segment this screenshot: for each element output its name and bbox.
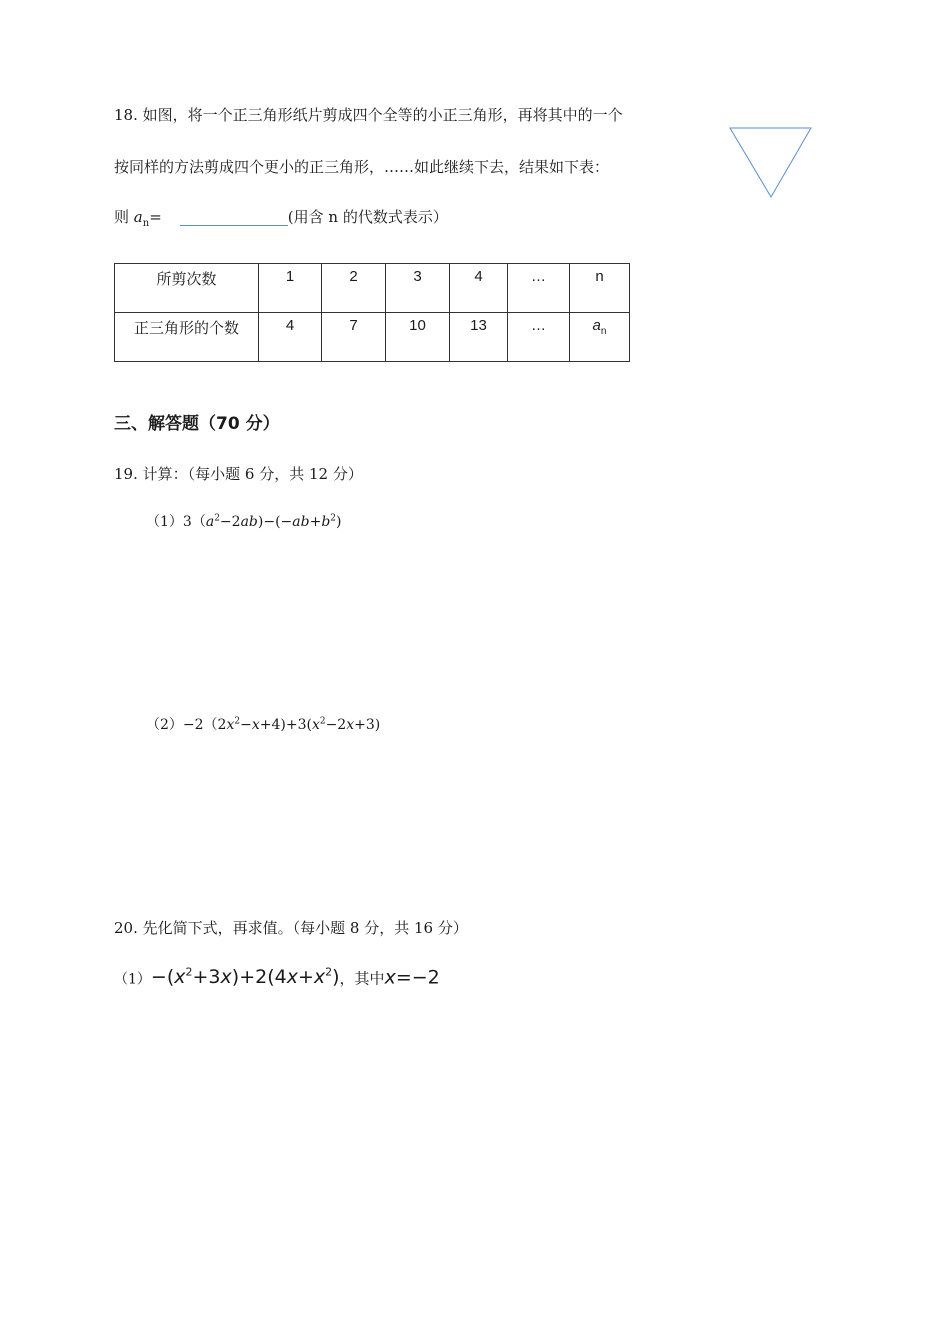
table-cell: 4 xyxy=(259,313,322,362)
expr-text: + xyxy=(309,514,322,530)
expr-var: x xyxy=(226,717,235,733)
q18-suffix: (用含 n 的代数式表示） xyxy=(287,208,448,226)
expr-text: − xyxy=(240,717,252,733)
section-title: 三、解答题（70 分） xyxy=(114,414,280,434)
expr-text: ) xyxy=(336,514,342,530)
triangle-figure xyxy=(726,124,816,202)
expr-text: −( xyxy=(150,966,175,989)
expr-var: x xyxy=(384,966,396,989)
expr-var: x xyxy=(346,717,355,733)
table-cell: 正三角形的个数 xyxy=(115,313,259,362)
table-row xyxy=(115,313,630,362)
expr-var: x xyxy=(220,966,232,989)
expr-text: )+2(4 xyxy=(231,966,287,989)
q18-eq: = xyxy=(149,208,162,226)
q19-part2 xyxy=(146,714,380,734)
expr-text: ) xyxy=(332,966,340,989)
table-cell: 10 xyxy=(386,313,450,362)
q18-line1: 18. 如图，将一个正三角形纸片剪成四个全等的小正三角形，再将其中的一个 xyxy=(114,106,623,124)
expr-text: + xyxy=(297,966,314,989)
triangle-icon xyxy=(730,128,811,197)
table-cell: … xyxy=(508,264,570,313)
expr-var: x xyxy=(251,717,260,733)
table-cell: n xyxy=(570,264,630,313)
cell-sub: n xyxy=(600,326,607,337)
expr-var: ab xyxy=(292,514,310,530)
expr-text: )−(− xyxy=(257,514,293,530)
expr-exp: 2 xyxy=(234,716,241,727)
expr-exp: 2 xyxy=(214,513,220,524)
q18-a: a xyxy=(133,208,143,226)
answer-blank xyxy=(180,211,288,226)
expr-exp: 2 xyxy=(325,966,333,979)
expr-var: b xyxy=(321,514,331,530)
expr-var: ab xyxy=(240,514,258,530)
q20-mid: ，其中 xyxy=(339,969,385,988)
table-cell: 4 xyxy=(450,264,508,313)
table-cell: 7 xyxy=(322,313,386,362)
expr-text: +3) xyxy=(354,717,381,733)
q20-condition xyxy=(385,966,440,988)
cell-a: a xyxy=(592,317,601,334)
expr-text: +3 xyxy=(192,966,221,989)
q18-sub: n xyxy=(142,218,150,229)
table-cell xyxy=(570,313,630,362)
q18-line2: 按同样的方法剪成四个更小的正三角形，……如此继续下去，结果如下表： xyxy=(114,158,610,176)
expr-text: =−2 xyxy=(395,966,440,989)
q20-label: （1） xyxy=(114,971,151,988)
q20-title: 20. 先化简下式，再求值。（每小题 8 分，共 16 分） xyxy=(114,919,468,937)
expr-var: x xyxy=(286,966,298,989)
result-table xyxy=(114,263,630,362)
table-row xyxy=(115,264,630,313)
expr-exp: 2 xyxy=(185,966,193,979)
expr-text: −2 xyxy=(325,717,347,733)
expr-exp: 2 xyxy=(330,513,337,524)
q18-prefix: 则 xyxy=(114,208,134,226)
q18-line3 xyxy=(114,206,448,229)
table-cell: 13 xyxy=(450,313,508,362)
q19-part1 xyxy=(146,511,341,531)
expr-var: x xyxy=(174,966,186,989)
q19-title: 19. 计算：（每小题 6 分，共 12 分） xyxy=(114,465,363,483)
q20-expression xyxy=(151,966,340,988)
table-cell: 1 xyxy=(259,264,322,313)
expr-exp: 2 xyxy=(319,716,326,727)
expr-text: （2）−2（2 xyxy=(146,717,227,733)
table-cell: 3 xyxy=(386,264,450,313)
table-cell: … xyxy=(508,313,570,362)
expr-text: （1）3（ xyxy=(146,514,206,530)
expr-text: +4)+3( xyxy=(259,717,312,733)
q20-part1 xyxy=(114,966,440,988)
expr-var: x xyxy=(311,717,320,733)
table-cell: 2 xyxy=(322,264,386,313)
expr-text: −2 xyxy=(219,514,241,530)
expr-var: x xyxy=(313,966,326,989)
table-cell: 所剪次数 xyxy=(115,264,259,313)
expr-var: a xyxy=(205,514,215,530)
